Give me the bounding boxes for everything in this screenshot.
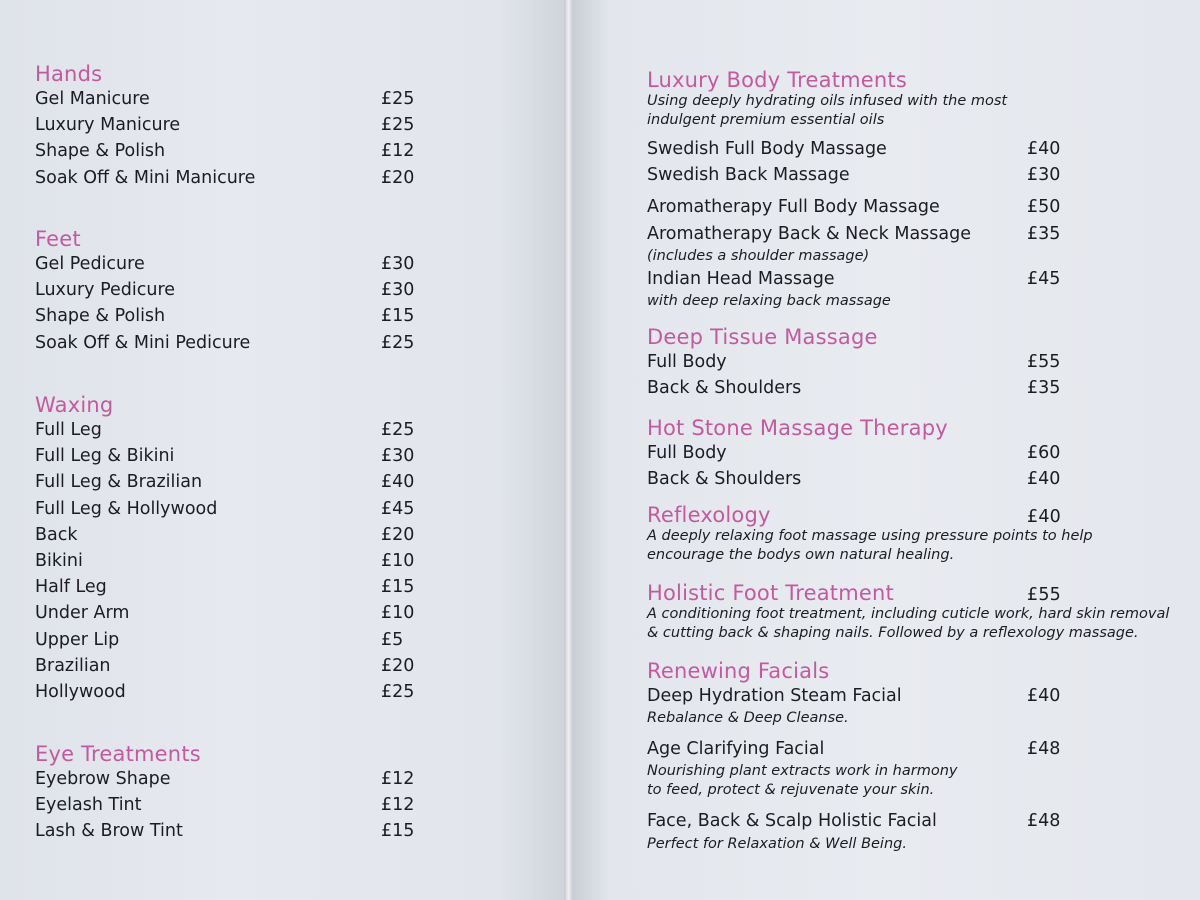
item-price: £20	[381, 655, 415, 676]
item-price: £60	[1027, 443, 1061, 463]
item-price: £12	[381, 795, 415, 816]
section-title-holistic-foot-treatment	[647, 581, 1197, 605]
item-note: Nourishing plant extracts work in harmony	[647, 763, 958, 780]
list-item	[647, 349, 1197, 375]
item-name: Full Body	[647, 352, 727, 372]
list-item	[35, 766, 455, 792]
item-price: £30	[381, 254, 415, 274]
item-name: Half Leg	[35, 577, 107, 598]
item-name: Bikini	[35, 551, 83, 572]
item-price: £15	[381, 306, 415, 327]
section-title-waxing: Waxing	[35, 393, 114, 417]
section-holistic-foot-treatment	[647, 581, 1197, 643]
list-item	[35, 86, 455, 112]
list-item	[647, 162, 1197, 188]
list-item	[35, 600, 455, 626]
section-title-hot-stone-massage-therapy: Hot Stone Massage Therapy	[647, 416, 948, 440]
item-price: £48	[1027, 811, 1061, 832]
item-price: £48	[1027, 739, 1061, 760]
item-name: Deep Hydration Steam Facial	[647, 686, 902, 706]
item-price: £15	[381, 577, 415, 598]
item-price: £15	[381, 821, 415, 842]
list-item	[35, 522, 455, 548]
item-price: £5	[381, 629, 404, 650]
item-price: £10	[381, 551, 415, 572]
item-price: £40	[381, 472, 415, 493]
section-luxury-body-treatments	[647, 68, 1197, 311]
section-reflexology	[647, 503, 1197, 565]
section-description: indulgent premium essential oils	[647, 112, 885, 128]
item-price: £30	[381, 280, 415, 301]
item-name: Swedish Full Body Massage	[647, 139, 887, 159]
list-item	[35, 417, 455, 443]
item-name: Upper Lip	[35, 629, 120, 650]
item-price: £50	[1027, 197, 1061, 218]
item-price: £45	[381, 498, 415, 519]
item-price: £40	[1027, 469, 1061, 490]
section-description: & cutting back & shaping nails. Followed by a reflexology massage.	[647, 625, 1139, 641]
list-item	[35, 443, 455, 469]
item-name: Indian Head Massage	[647, 268, 835, 289]
list-item	[35, 251, 455, 277]
list-item	[647, 683, 1197, 709]
item-price: £10	[381, 603, 415, 624]
list-item	[35, 679, 455, 705]
section-waxing	[35, 393, 455, 705]
list-item	[35, 496, 455, 522]
section-description: encourage the bodys own natural healing.	[647, 547, 955, 563]
item-note: to feed, protect & rejuvenate your skin.	[647, 782, 935, 799]
item-price: £25	[381, 420, 415, 440]
item-name: Eyelash Tint	[35, 795, 142, 816]
item-price: £20	[381, 524, 415, 545]
item-price: £30	[381, 446, 415, 467]
list-item	[647, 136, 1197, 162]
list-item	[647, 266, 1197, 292]
item-note: Perfect for Relaxation & Well Being.	[647, 835, 907, 852]
item-name: Full Leg & Hollywood	[35, 498, 218, 519]
list-item	[35, 138, 455, 164]
section-description: A deeply relaxing foot massage using pressure points to help	[647, 528, 1093, 544]
item-price: £25	[381, 115, 415, 136]
item-price: £55	[1027, 585, 1062, 605]
item-name: Eyebrow Shape	[35, 769, 171, 789]
item-name: Full Leg & Brazilian	[35, 472, 203, 493]
section-title-eye-treatments: Eye Treatments	[35, 742, 201, 766]
item-name: Aromatherapy Back & Neck Massage	[647, 223, 972, 244]
section-deep-tissue-massage	[647, 325, 1197, 401]
item-name: Face, Back & Scalp Holistic Facial	[647, 811, 937, 832]
list-item	[35, 112, 455, 138]
item-price: £12	[381, 141, 415, 162]
list-item	[35, 165, 455, 191]
section-eye-treatments	[35, 742, 455, 845]
item-name: Soak Off & Mini Pedicure	[35, 332, 251, 353]
item-price: £35	[1027, 223, 1061, 244]
list-item	[35, 548, 455, 574]
section-title-text: Reflexology	[647, 503, 771, 527]
item-name: Back & Shoulders	[647, 469, 802, 490]
list-item	[35, 574, 455, 600]
list-item	[35, 653, 455, 679]
section-feet	[35, 227, 455, 356]
item-note: with deep relaxing back massage	[647, 293, 891, 310]
item-name: Gel Pedicure	[35, 254, 145, 274]
item-name: Full Body	[647, 443, 727, 463]
section-hot-stone-massage-therapy	[647, 416, 1197, 492]
item-price: £12	[381, 769, 415, 789]
list-item	[35, 469, 455, 495]
item-price: £40	[1027, 507, 1062, 527]
item-name: Luxury Manicure	[35, 115, 181, 136]
list-item	[647, 221, 1197, 247]
item-name: Under Arm	[35, 603, 130, 624]
item-name: Brazilian	[35, 655, 111, 676]
list-item	[35, 330, 455, 356]
list-item	[647, 808, 1197, 834]
item-price: £25	[381, 89, 415, 109]
item-price: £30	[1027, 165, 1061, 186]
section-title-renewing-facials: Renewing Facials	[647, 659, 830, 683]
item-name: Shape & Polish	[35, 141, 166, 162]
section-title-hands: Hands	[35, 62, 103, 86]
list-item	[647, 375, 1197, 401]
item-price: £40	[1027, 139, 1061, 159]
item-name: Age Clarifying Facial	[647, 739, 825, 760]
item-price: £20	[381, 167, 415, 188]
left-page	[0, 0, 566, 900]
item-name: Swedish Back Massage	[647, 165, 850, 186]
section-renewing-facials	[647, 659, 1197, 854]
list-item	[35, 818, 455, 844]
item-price: £45	[1027, 268, 1061, 289]
item-name: Back	[35, 524, 78, 545]
section-title-text: Holistic Foot Treatment	[647, 581, 894, 605]
item-price: £25	[381, 682, 415, 703]
list-item	[647, 440, 1197, 466]
item-name: Soak Off & Mini Manicure	[35, 167, 256, 188]
item-price: £40	[1027, 686, 1061, 706]
list-item	[647, 736, 1197, 762]
item-name: Aromatherapy Full Body Massage	[647, 197, 940, 218]
section-title-reflexology	[647, 503, 1197, 527]
list-item	[647, 194, 1197, 220]
item-price: £55	[1027, 352, 1061, 372]
item-name: Luxury Pedicure	[35, 280, 176, 301]
item-name: Full Leg & Bikini	[35, 446, 175, 467]
item-price: £25	[381, 332, 415, 353]
item-name: Full Leg	[35, 420, 102, 440]
list-item	[35, 627, 455, 653]
item-name: Hollywood	[35, 682, 126, 703]
item-name: Back & Shoulders	[647, 378, 802, 399]
section-description: A conditioning foot treatment, including cuticle work, hard skin removal	[647, 606, 1170, 622]
list-item	[35, 303, 455, 329]
section-hands	[35, 62, 455, 191]
item-name: Lash & Brow Tint	[35, 821, 183, 842]
section-title-feet: Feet	[35, 227, 81, 251]
section-title-luxury-body-treatments: Luxury Body Treatments	[647, 68, 907, 92]
item-name: Gel Manicure	[35, 89, 150, 109]
item-price: £35	[1027, 378, 1061, 399]
section-description: Using deeply hydrating oils infused with the most	[647, 93, 1008, 109]
section-title-deep-tissue-massage: Deep Tissue Massage	[647, 325, 878, 349]
list-item	[35, 277, 455, 303]
item-note: (includes a shoulder massage)	[647, 247, 870, 264]
item-note: Rebalance & Deep Cleanse.	[647, 710, 849, 727]
right-page	[572, 0, 1200, 900]
list-item	[647, 466, 1197, 492]
list-item	[35, 792, 455, 818]
item-name: Shape & Polish	[35, 306, 166, 327]
